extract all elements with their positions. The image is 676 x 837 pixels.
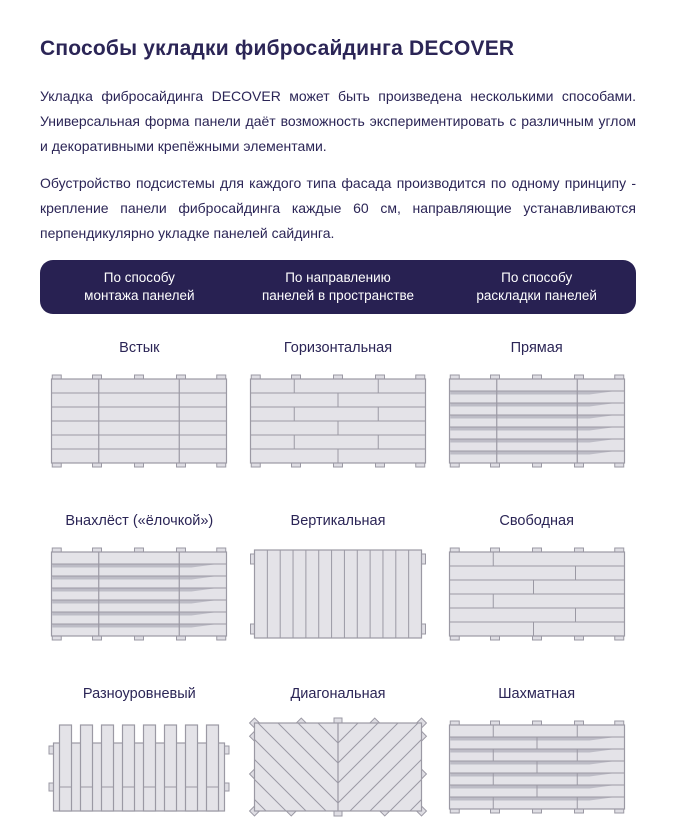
category-line: По направлению: [285, 270, 391, 285]
layout-cell-butt: [40, 314, 239, 487]
intro-paragraph-2: Обустройство подсистемы для каждого типа фасада производится по одному принципу - крепление панели фибросайдинга каждые 60 см, направляющие устанавливаются перпендикулярно укладке панелей сайдинга.: [40, 175, 636, 241]
diagram-label: Вертикальная: [290, 513, 386, 529]
diagram-free: [444, 544, 630, 644]
diagram-checkerboard: [444, 717, 630, 817]
diagram-label: Шахматная: [498, 686, 576, 702]
diagram-label: Свободная: [499, 513, 574, 529]
category-header-direction: [239, 269, 438, 305]
category-line: монтажа панелей: [84, 288, 195, 303]
category-line: панелей в пространстве: [261, 288, 415, 303]
layout-cell-diagonal: [239, 660, 438, 833]
layout-grid: [40, 314, 636, 833]
diagram-label: Прямая: [510, 340, 563, 356]
diagram-straight-lap: [444, 371, 630, 471]
diagram-horizontal-brick: [245, 371, 431, 471]
page-title: Способы укладки фибросайдинга DECOVER: [40, 37, 515, 60]
category-line: По способу: [103, 270, 175, 285]
layout-cell-straight: [437, 314, 636, 487]
category-header-arrangement: [437, 269, 636, 305]
diagram-label: Горизонтальная: [283, 340, 393, 356]
intro-section: [40, 84, 636, 246]
category-header-mounting: [40, 269, 239, 305]
layout-cell-checkerboard: [437, 660, 636, 833]
category-line: раскладки панелей: [476, 288, 597, 303]
diagram-butt: [46, 371, 232, 471]
layout-cell-multilevel: [40, 660, 239, 833]
layout-cell-horizontal: [239, 314, 438, 487]
diagram-label: Диагональная: [290, 686, 386, 702]
category-line: По способу: [501, 270, 573, 285]
layout-cell-vertical: [239, 487, 438, 660]
diagram-overlap-herringbone: [46, 544, 232, 644]
intro-paragraph-1: Укладка фибросайдинга DECOVER может быть произведена несколькими способами. Универсальная форма панели даёт возможность экспериментировать с различным углом и декоративными крепёжными элементами.: [40, 88, 636, 154]
category-header-bar: [40, 260, 636, 314]
diagram-diagonal: [245, 717, 431, 817]
layout-cell-free: [437, 487, 636, 660]
diagram-label: Встык: [119, 340, 160, 356]
diagram-multilevel: [46, 717, 232, 817]
diagram-label: Внахлёст («ёлочкой»): [65, 513, 214, 529]
diagram-label: Разноуровневый: [82, 686, 196, 702]
diagram-vertical: [245, 544, 431, 644]
layout-cell-overlap: [40, 487, 239, 660]
